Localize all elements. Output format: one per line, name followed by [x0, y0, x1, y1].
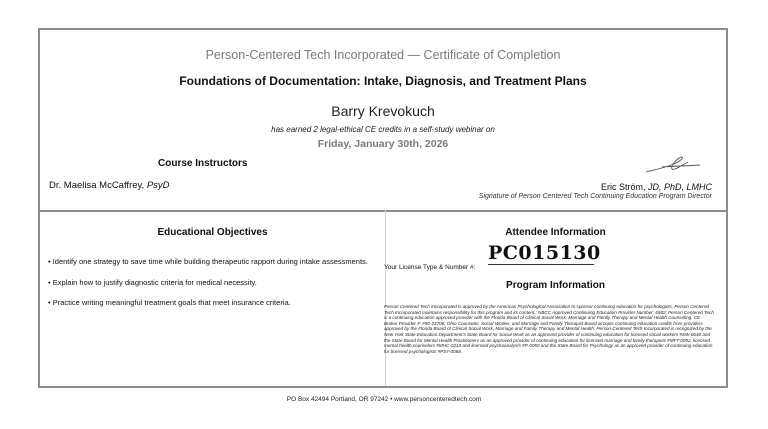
course-title: Foundations of Documentation: Intake, Diagnosis, and Treatment Plans: [179, 74, 587, 88]
instructor-name: [49, 180, 170, 191]
objective-item: • Identify one strategy to save time while building therapeutic rapport during intake assessments.: [48, 257, 368, 266]
completion-date: Friday, January 30th, 2026: [317, 138, 449, 150]
recipient-name: Barry Krevokuch: [331, 103, 435, 119]
section-divider: [40, 210, 726, 212]
objectives-heading: Educational Objectives: [157, 227, 268, 238]
signature-caption: Signature of Person Centered Tech Continuing Education Program Director: [478, 193, 712, 200]
approval-text: Person Centered Tech Incorporated is approved by the American Psychological Association to sponsor continuing education for psychologists. Person Centered Tech Incorporated maintains responsibility for this program and its content.; NBCC Approved Continuing Education Provider Number: 6582; Person Centered Tech is a continuing education approved provider with the Florida Board of Clinical Social Work, Marriage and Family Therapy and Mental Health Counseling. CE Broker Provider #: #50-23706; Ohio Counselor, Social Worker, and Marriage and Family Therapist Board accepts continuing education credits from providers approved by the Florida Board of Clinical Social Work, Marriage and Family Therapy and Mental Health. Person-Centered Tech Incorporated is recognized by the New York State Education Department's State Board for Social Work as an approved provider of continuing education for licensed social workers #SW-0640 and the State Board for Mental Health Practitioners as an approved provider of continuing education for licensed marriage and family therapists #MFT-0092, licensed mental health counselors #MHC-0210 and licensed psychoanalysts #P-0050 and the State Board for Psychology as an approved provider of continuing education for licensed psychologists #PSY-0068.: [384, 304, 714, 354]
instructor-credential: PsyD: [146, 180, 170, 191]
signer-name: [601, 182, 712, 192]
director-signature-image: [644, 154, 702, 176]
organization-title: Person-Centered Tech Incorporated — Certificate of Completion: [205, 48, 561, 62]
instructor-name-text: Dr. Maelisa McCaffrey,: [49, 180, 147, 191]
objective-item: • Explain how to justify diagnostic criteria for medical necessity.: [48, 277, 257, 287]
objective-item: • Practice writing meaningful treatment goals that meet insurance criteria.: [48, 298, 291, 307]
footer-address: PO Box 42494 Portland, OR 97242 • www.personcenteredtech.com: [286, 396, 482, 403]
license-field: [488, 242, 601, 265]
license-label: Your License Type & Number #:: [384, 264, 476, 271]
signer-name-text: Eric Ström,: [600, 182, 648, 192]
signer-credentials: JD, PhD, LMHC: [647, 182, 712, 192]
license-value: PC015130: [488, 242, 601, 264]
certificate-frame: [38, 28, 728, 388]
earned-statement: has earned 2 legal-ethical CE credits in a self-study webinar on: [271, 125, 495, 134]
attendee-heading: Attendee Information: [505, 227, 606, 238]
instructors-heading: Course Instructors: [158, 158, 248, 169]
objectives-list: [48, 257, 368, 319]
program-heading: Program Information: [506, 280, 605, 291]
